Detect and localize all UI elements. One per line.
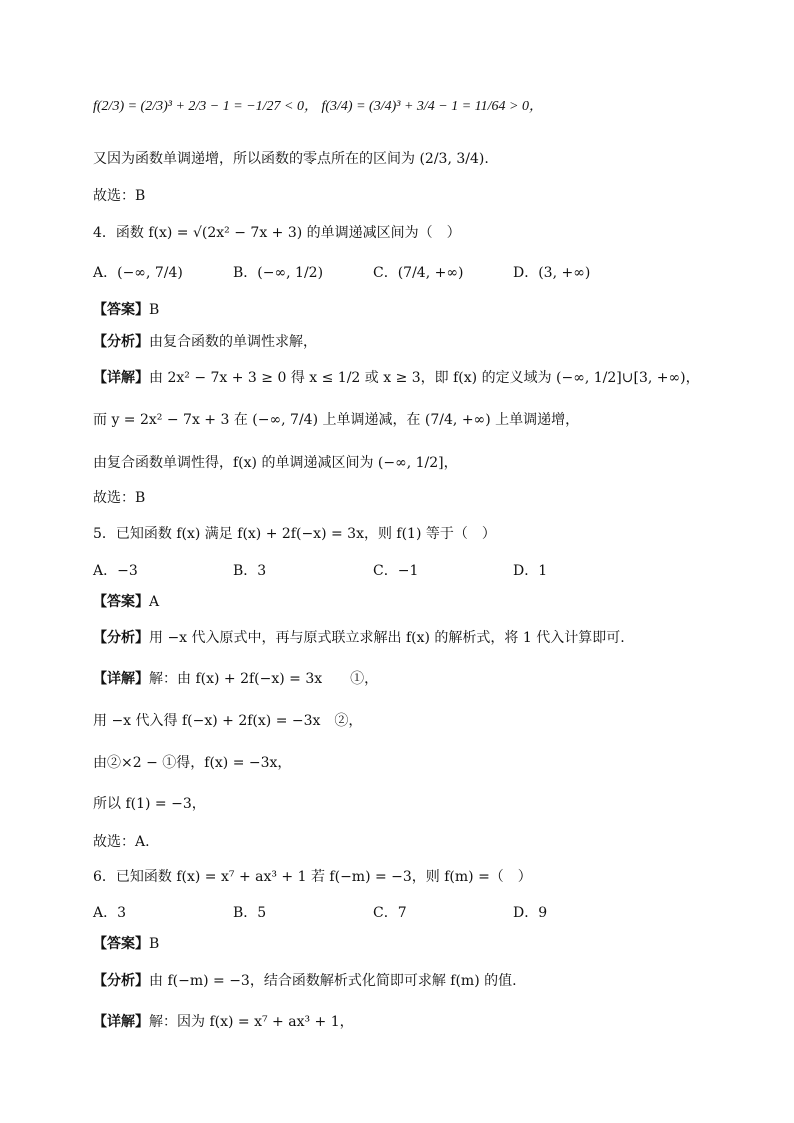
detail-line-4: 所以 f(1) = −3， [93, 796, 206, 812]
interval-conclusion: 又因为函数单调递增，所以函数的零点所在的区间为 (2/3, 3/4). [93, 151, 489, 167]
detail-line-3: 由复合函数单调性得，f(x) 的单调递减区间为 (−∞, 1/2]， [93, 455, 458, 471]
analysis-text: 由 f(−m) = −3，结合函数解析式化简即可求解 f(m) 的值. [149, 973, 517, 989]
detail-line-2: 而 y = 2x² − 7x + 3 在 (−∞, 7/4) 上单调递减，在 (7/4, +∞) 上单调递增， [93, 412, 580, 428]
detail-line [93, 1011, 734, 1033]
answer-tag: 【答案】 [93, 936, 149, 952]
analysis-tag: 【分析】 [93, 630, 149, 646]
answer-tag: 【答案】 [93, 594, 149, 610]
answer-value: B [149, 936, 160, 952]
answer-tag: 【答案】 [93, 302, 149, 318]
option-a: A．−3 [93, 563, 138, 579]
question-4-options [93, 262, 734, 284]
question-6: 6．已知函数 f(x) = x⁷ + ax³ + 1 若 f(−m) = −3，则 f(m) =（ ） [93, 869, 532, 885]
choice-line: 故选：B [93, 188, 146, 204]
option-c: C．−1 [373, 563, 419, 579]
detail-line [93, 668, 734, 690]
calc-line: f(2/3) = (2/3)³ + 2/3 − 1 = −1/27 < 0， f(3/4) = (3/4)³ + 3/4 − 1 = 11/64 > 0， [93, 99, 543, 114]
detail-tag: 【详解】 [93, 1014, 149, 1030]
choice-line: 故选：B [93, 490, 146, 506]
answer-line [93, 933, 734, 955]
option-a: A．(−∞, 7/4) [93, 265, 183, 281]
answer-line [93, 591, 734, 613]
answer-value: A [149, 594, 160, 610]
analysis-tag: 【分析】 [93, 973, 149, 989]
analysis-tag: 【分析】 [93, 334, 149, 350]
option-b: B．(−∞, 1/2) [233, 265, 324, 281]
analysis-text: 用 −x 代入原式中，再与原式联立求解出 f(x) 的解析式，将 1 代入计算即可. [149, 630, 625, 646]
detail-text: 由 2x² − 7x + 3 ≥ 0 得 x ≤ 1/2 或 x ≥ 3，即 f(x) 的定义域为 (−∞, 1/2]∪[3, +∞)， [149, 370, 700, 386]
option-b: B．3 [233, 563, 267, 579]
choice-line: 故选：A. [93, 834, 150, 850]
question-5-options [93, 560, 734, 582]
option-d: D．(3, +∞) [513, 265, 591, 281]
option-c: C．(7/4, +∞) [373, 265, 464, 281]
question-4: 4．函数 f(x) = √(2x² − 7x + 3) 的单调递减区间为（ ） [93, 225, 461, 241]
analysis-text: 由复合函数的单调性求解， [149, 334, 317, 350]
detail-line-3: 由②×2 − ①得，f(x) = −3x， [93, 755, 292, 771]
analysis-line [93, 331, 734, 353]
question-6-options [93, 902, 734, 924]
question-5: 5．已知函数 f(x) 满足 f(x) + 2f(−x) = 3x，则 f(1) 等于（ ） [93, 526, 496, 542]
detail-text: 解：由 f(x) + 2f(−x) = 3x ①， [149, 671, 379, 687]
option-a: A．3 [93, 905, 127, 921]
answer-line [93, 299, 734, 321]
detail-tag: 【详解】 [93, 370, 149, 386]
option-d: D．9 [513, 905, 548, 921]
option-b: B．5 [233, 905, 267, 921]
detail-line-2: 用 −x 代入得 f(−x) + 2f(x) = −3x ②， [93, 713, 363, 729]
detail-tag: 【详解】 [93, 671, 149, 687]
analysis-line [93, 970, 734, 992]
detail-text: 解：因为 f(x) = x⁷ + ax³ + 1， [149, 1014, 354, 1030]
answer-value: B [149, 302, 160, 318]
detail-line [93, 367, 734, 389]
analysis-line [93, 627, 734, 649]
option-d: D．1 [513, 563, 548, 579]
option-c: C．7 [373, 905, 407, 921]
